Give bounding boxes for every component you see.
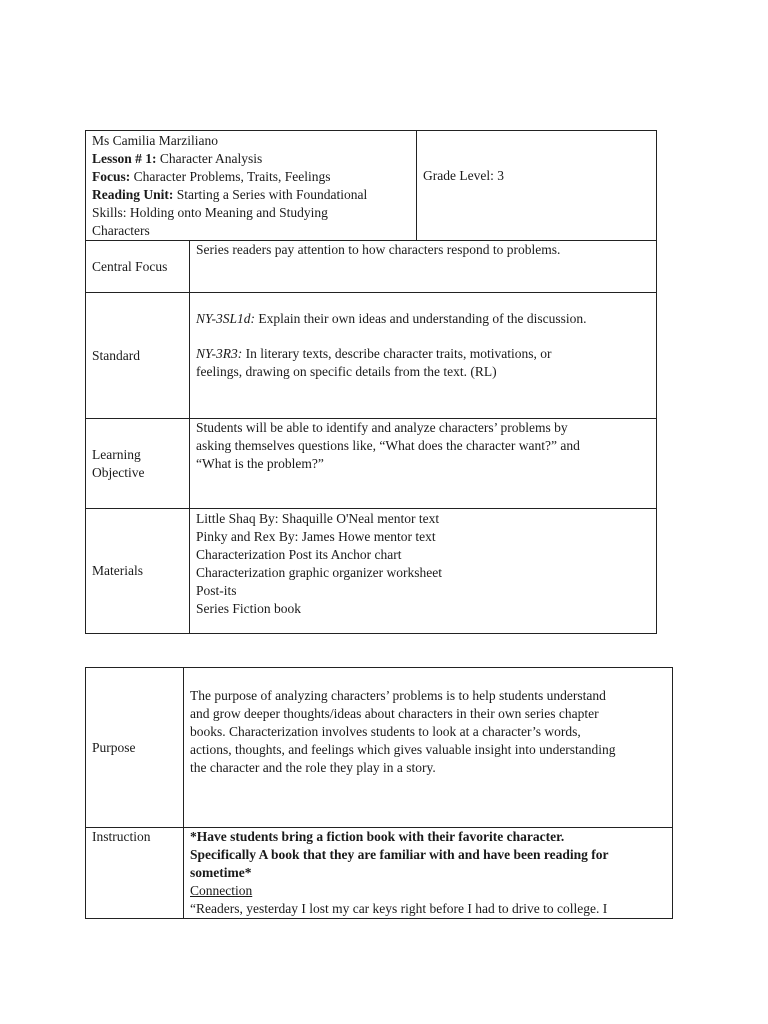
instruction-bold-3: sometime*	[190, 865, 252, 880]
lesson-label: Lesson # 1:	[92, 151, 157, 166]
learning-objective-label-2: Objective	[92, 464, 145, 480]
objective-line-2: asking themselves questions like, “What does the character want?” and	[196, 438, 580, 453]
lesson-title	[92, 150, 410, 168]
standard-2	[196, 345, 650, 363]
reading-unit-value-2: Skills: Holding onto Meaning and Studying	[92, 205, 328, 220]
standard-2-text-1: In literary texts, describe character traits, motivations, or	[242, 346, 552, 361]
central-focus-text: Series readers pay attention to how characters respond to problems.	[190, 241, 657, 293]
instruction-text	[184, 828, 673, 919]
standard-1-text: Explain their own ideas and understanding of the discussion.	[255, 311, 587, 326]
purpose-text	[184, 668, 673, 828]
standard-text	[190, 293, 657, 419]
learning-objective-text	[190, 419, 657, 509]
grade-level-cell	[417, 131, 657, 241]
materials-label: Materials	[86, 509, 190, 634]
objective-line-3: “What is the problem?”	[196, 456, 324, 471]
focus-label: Focus:	[92, 169, 131, 184]
purpose-line-3: books. Characterization involves students to look at a character’s words,	[190, 724, 581, 739]
grade-level: Grade Level: 3	[423, 168, 504, 183]
instruction-bold-2: Specifically A book that they are familiar with and have been reading for	[190, 847, 609, 862]
lesson-info-table	[85, 130, 657, 634]
instruction-table	[85, 667, 673, 919]
lesson-value: Character Analysis	[156, 151, 263, 166]
material-item: Series Fiction book	[196, 601, 301, 616]
standard-2-text-2: feelings, drawing on specific details from the text. (RL)	[196, 364, 497, 379]
focus-value: Character Problems, Traits, Feelings	[130, 169, 331, 184]
purpose-line-5: the character and the role they play in a story.	[190, 760, 436, 775]
teacher-name: Ms Camilia Marziliano	[92, 133, 218, 148]
central-focus-label: Central Focus	[86, 241, 190, 293]
focus-line	[92, 168, 410, 186]
standard-1	[196, 310, 650, 328]
objective-line-1: Students will be able to identify and analyze characters’ problems by	[196, 420, 568, 435]
purpose-label: Purpose	[86, 668, 184, 828]
material-item: Post-its	[196, 583, 237, 598]
reading-unit-label: Reading Unit:	[92, 187, 174, 202]
material-item: Characterization Post its Anchor chart	[196, 547, 402, 562]
purpose-line-1: The purpose of analyzing characters’ problems is to help students understand	[190, 688, 606, 703]
instruction-bold-1: *Have students bring a fiction book with their favorite character.	[190, 829, 565, 844]
standard-2-code: NY-3R3:	[196, 346, 243, 361]
learning-objective-label	[86, 419, 190, 509]
learning-objective-label-1: Learning	[92, 446, 141, 462]
material-item: Characterization graphic organizer worksheet	[196, 565, 443, 580]
standard-label: Standard	[86, 293, 190, 419]
reading-unit-value-3: Characters	[92, 223, 150, 238]
material-item: Pinky and Rex By: James Howe mentor text	[196, 529, 436, 544]
instruction-label: Instruction	[86, 828, 184, 919]
reading-unit-value-1: Starting a Series with Foundational	[173, 187, 368, 202]
materials-list	[190, 509, 657, 634]
connection-heading: Connection	[190, 883, 253, 898]
lesson-header-cell	[86, 131, 417, 241]
reading-unit-line	[92, 186, 410, 204]
material-item: Little Shaq By: Shaquille O'Neal mentor text	[196, 511, 440, 526]
standard-1-code: NY-3SL1d:	[196, 311, 256, 326]
purpose-line-4: actions, thoughts, and feelings which gives valuable insight into understanding	[190, 742, 616, 757]
purpose-line-2: and grow deeper thoughts/ideas about characters in their own series chapter	[190, 706, 599, 721]
connection-text: “Readers, yesterday I lost my car keys right before I had to drive to college. I	[190, 901, 608, 916]
